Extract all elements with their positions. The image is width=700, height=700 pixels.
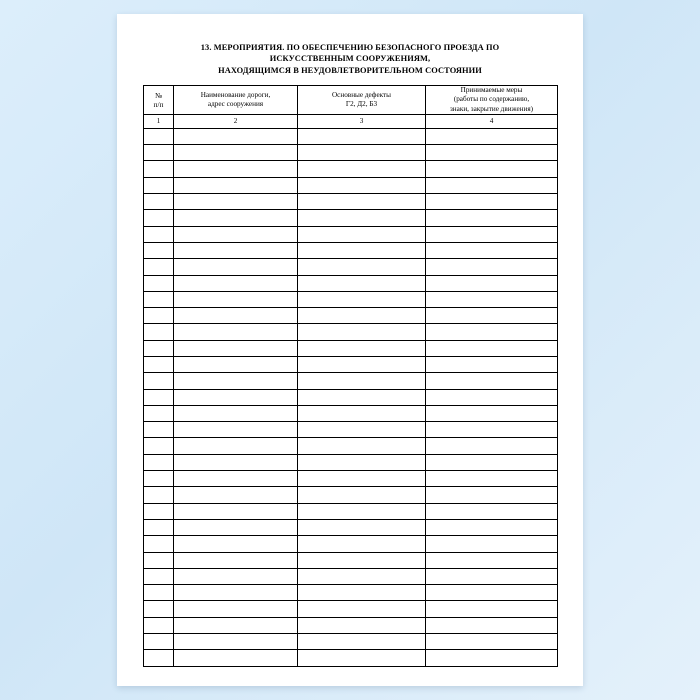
- table-cell[interactable]: [298, 210, 426, 226]
- table-cell[interactable]: [144, 487, 174, 503]
- table-cell[interactable]: [298, 194, 426, 210]
- table-cell[interactable]: [426, 634, 558, 650]
- table-cell[interactable]: [298, 438, 426, 454]
- table-cell[interactable]: [144, 568, 174, 584]
- column-number-1: 1: [144, 114, 174, 128]
- table-cell[interactable]: [144, 128, 174, 144]
- table-row[interactable]: [144, 471, 558, 487]
- table-cell[interactable]: [174, 226, 298, 242]
- table-cell[interactable]: [298, 585, 426, 601]
- table-cell[interactable]: [426, 373, 558, 389]
- table-cell[interactable]: [174, 536, 298, 552]
- document-content: [143, 42, 557, 667]
- table-cell[interactable]: [426, 536, 558, 552]
- table-cell[interactable]: [144, 177, 174, 193]
- table-row[interactable]: [144, 210, 558, 226]
- table-cell[interactable]: [298, 552, 426, 568]
- table-cell[interactable]: [144, 634, 174, 650]
- column-header-measures: [426, 86, 558, 115]
- table-row[interactable]: [144, 568, 558, 584]
- table-cell[interactable]: [426, 308, 558, 324]
- table-row[interactable]: [144, 405, 558, 421]
- table-cell[interactable]: [426, 617, 558, 633]
- table-cell[interactable]: [144, 275, 174, 291]
- table-cell[interactable]: [426, 585, 558, 601]
- table-row[interactable]: [144, 161, 558, 177]
- table-row[interactable]: [144, 552, 558, 568]
- column-header-defects-line-2: Г2, Д2, Б3: [345, 100, 378, 109]
- table-cell[interactable]: [298, 454, 426, 470]
- table-cell[interactable]: [174, 242, 298, 258]
- table-cell[interactable]: [298, 308, 426, 324]
- table-cell[interactable]: [144, 145, 174, 161]
- table-cell[interactable]: [298, 503, 426, 519]
- table-row[interactable]: [144, 438, 558, 454]
- table-cell[interactable]: [426, 242, 558, 258]
- table-cell[interactable]: [174, 568, 298, 584]
- table-cell[interactable]: [174, 552, 298, 568]
- table-cell[interactable]: [426, 340, 558, 356]
- table-cell[interactable]: [298, 177, 426, 193]
- table-cell[interactable]: [144, 471, 174, 487]
- table-cell[interactable]: [144, 552, 174, 568]
- table-row[interactable]: [144, 422, 558, 438]
- column-header-measures-line-3: знаки, закрытие движения): [449, 104, 534, 113]
- table-row[interactable]: [144, 536, 558, 552]
- table-cell[interactable]: [298, 324, 426, 340]
- table-row[interactable]: [144, 259, 558, 275]
- table-row[interactable]: [144, 242, 558, 258]
- table-cell[interactable]: [174, 259, 298, 275]
- title-line-3: НАХОДЯЩИМСЯ В НЕУДОВЛЕТВОРИТЕЛЬНОМ СОСТОЯНИИ: [218, 65, 482, 75]
- table-cell[interactable]: [298, 242, 426, 258]
- column-header-number-line-1: №: [154, 90, 163, 100]
- table-cell[interactable]: [174, 389, 298, 405]
- table-cell[interactable]: [174, 519, 298, 535]
- table-header-row: [144, 86, 558, 115]
- table-cell[interactable]: [426, 519, 558, 535]
- table-cell[interactable]: [144, 161, 174, 177]
- column-header-defects-line-1: Основные дефекты: [331, 90, 392, 99]
- table-cell[interactable]: [426, 650, 558, 666]
- table-row[interactable]: [144, 617, 558, 633]
- document-title: [143, 42, 557, 76]
- table-cell[interactable]: [144, 324, 174, 340]
- title-line-2: ИСКУССТВЕННЫМ СООРУЖЕНИЯМ,: [269, 54, 431, 64]
- table-cell[interactable]: [174, 210, 298, 226]
- table-row[interactable]: [144, 601, 558, 617]
- table-cell[interactable]: [298, 145, 426, 161]
- table-row[interactable]: [144, 145, 558, 161]
- table-cell[interactable]: [144, 373, 174, 389]
- table-cell[interactable]: [144, 210, 174, 226]
- table-cell[interactable]: [174, 324, 298, 340]
- table-row[interactable]: [144, 373, 558, 389]
- table-cell[interactable]: [144, 585, 174, 601]
- table-cell[interactable]: [174, 438, 298, 454]
- table-cell[interactable]: [174, 454, 298, 470]
- table-cell[interactable]: [426, 194, 558, 210]
- table-cell[interactable]: [298, 634, 426, 650]
- table-cell[interactable]: [298, 471, 426, 487]
- table-cell[interactable]: [426, 389, 558, 405]
- table-row[interactable]: [144, 585, 558, 601]
- table-row[interactable]: [144, 226, 558, 242]
- table-cell[interactable]: [144, 536, 174, 552]
- table-cell[interactable]: [174, 194, 298, 210]
- table-cell[interactable]: [174, 177, 298, 193]
- table-cell[interactable]: [426, 356, 558, 372]
- table-cell[interactable]: [144, 242, 174, 258]
- table-cell[interactable]: [426, 259, 558, 275]
- table-cell[interactable]: [426, 275, 558, 291]
- table-cell[interactable]: [144, 438, 174, 454]
- table-row[interactable]: [144, 275, 558, 291]
- measures-table: [143, 85, 558, 666]
- table-cell[interactable]: [426, 177, 558, 193]
- column-header-road-name-line-1: Наименование дороги,: [200, 90, 271, 99]
- table-cell[interactable]: [298, 568, 426, 584]
- document-page: [117, 14, 583, 686]
- table-row[interactable]: [144, 308, 558, 324]
- table-cell[interactable]: [144, 291, 174, 307]
- table-cell[interactable]: [174, 161, 298, 177]
- table-cell[interactable]: [426, 503, 558, 519]
- table-cell[interactable]: [426, 601, 558, 617]
- table-cell[interactable]: [174, 308, 298, 324]
- table-cell[interactable]: [426, 145, 558, 161]
- table-cell[interactable]: [174, 340, 298, 356]
- column-number-3: 3: [298, 114, 426, 128]
- table-row[interactable]: [144, 340, 558, 356]
- table-cell[interactable]: [174, 145, 298, 161]
- table-cell[interactable]: [298, 275, 426, 291]
- column-number-row: [144, 114, 558, 128]
- table-cell[interactable]: [426, 454, 558, 470]
- table-header: [144, 86, 558, 129]
- table-cell[interactable]: [174, 650, 298, 666]
- column-number-4: 4: [426, 114, 558, 128]
- table-cell[interactable]: [298, 519, 426, 535]
- table-cell[interactable]: [298, 161, 426, 177]
- table-cell[interactable]: [174, 471, 298, 487]
- table-row[interactable]: [144, 634, 558, 650]
- table-cell[interactable]: [298, 373, 426, 389]
- table-cell[interactable]: [298, 405, 426, 421]
- table-row[interactable]: [144, 519, 558, 535]
- table-cell[interactable]: [174, 405, 298, 421]
- table-cell[interactable]: [298, 340, 426, 356]
- title-line-1: 13. МЕРОПРИЯТИЯ. ПО ОБЕСПЕЧЕНИЮ БЕЗОПАСНОГО ПРОЕЗДА ПО: [200, 43, 500, 52]
- table-cell[interactable]: [144, 601, 174, 617]
- table-cell[interactable]: [174, 373, 298, 389]
- table-cell[interactable]: [144, 519, 174, 535]
- table-row[interactable]: [144, 194, 558, 210]
- table-cell[interactable]: [144, 503, 174, 519]
- table-cell[interactable]: [426, 405, 558, 421]
- table-cell[interactable]: [426, 324, 558, 340]
- table-row[interactable]: [144, 389, 558, 405]
- table-cell[interactable]: [426, 226, 558, 242]
- table-cell[interactable]: [426, 568, 558, 584]
- table-cell[interactable]: [298, 650, 426, 666]
- table-cell[interactable]: [426, 128, 558, 144]
- table-cell[interactable]: [298, 422, 426, 438]
- table-cell[interactable]: [174, 356, 298, 372]
- table-row[interactable]: [144, 454, 558, 470]
- table-cell[interactable]: [174, 291, 298, 307]
- table-row[interactable]: [144, 487, 558, 503]
- table-cell[interactable]: [426, 210, 558, 226]
- table-cell[interactable]: [144, 308, 174, 324]
- column-header-road-name-line-2: адрес сооружения: [207, 100, 264, 109]
- table-cell[interactable]: [426, 471, 558, 487]
- table-cell[interactable]: [298, 259, 426, 275]
- table-cell[interactable]: [426, 487, 558, 503]
- table-cell[interactable]: [174, 275, 298, 291]
- table-cell[interactable]: [144, 356, 174, 372]
- table-cell[interactable]: [144, 340, 174, 356]
- table-cell[interactable]: [298, 356, 426, 372]
- column-header-measures-line-1: Принимаемые меры: [460, 86, 523, 95]
- table-cell[interactable]: [174, 634, 298, 650]
- column-header-measures-line-2: (работы по содержанию,: [453, 95, 530, 104]
- table-row[interactable]: [144, 650, 558, 666]
- table-cell[interactable]: [426, 422, 558, 438]
- column-header-number: [144, 86, 174, 115]
- table-row[interactable]: [144, 177, 558, 193]
- table-cell[interactable]: [298, 291, 426, 307]
- table-cell[interactable]: [298, 617, 426, 633]
- table-cell[interactable]: [144, 650, 174, 666]
- table-cell[interactable]: [174, 585, 298, 601]
- table-cell[interactable]: [144, 259, 174, 275]
- table-cell[interactable]: [144, 389, 174, 405]
- table-cell[interactable]: [298, 226, 426, 242]
- table-cell[interactable]: [298, 128, 426, 144]
- table-row[interactable]: [144, 128, 558, 144]
- table-cell[interactable]: [144, 226, 174, 242]
- table-cell[interactable]: [174, 487, 298, 503]
- table-row[interactable]: [144, 356, 558, 372]
- table-row[interactable]: [144, 503, 558, 519]
- table-cell[interactable]: [298, 536, 426, 552]
- table-row[interactable]: [144, 291, 558, 307]
- table-cell[interactable]: [144, 454, 174, 470]
- column-header-road-name: [174, 86, 298, 115]
- table-cell[interactable]: [174, 617, 298, 633]
- table-cell[interactable]: [298, 487, 426, 503]
- table-cell[interactable]: [144, 617, 174, 633]
- table-cell[interactable]: [174, 503, 298, 519]
- column-number-2: 2: [174, 114, 298, 128]
- column-header-number-line-2: п/п: [153, 100, 164, 110]
- table-cell[interactable]: [174, 128, 298, 144]
- table-cell[interactable]: [144, 405, 174, 421]
- table-cell[interactable]: [144, 422, 174, 438]
- table-cell[interactable]: [174, 601, 298, 617]
- table-cell[interactable]: [426, 161, 558, 177]
- table-cell[interactable]: [298, 601, 426, 617]
- column-header-defects: [298, 86, 426, 115]
- table-cell[interactable]: [298, 389, 426, 405]
- table-cell[interactable]: [426, 291, 558, 307]
- table-body: [144, 128, 558, 666]
- table-row[interactable]: [144, 324, 558, 340]
- table-cell[interactable]: [426, 552, 558, 568]
- table-cell[interactable]: [144, 194, 174, 210]
- table-cell[interactable]: [174, 422, 298, 438]
- table-cell[interactable]: [426, 438, 558, 454]
